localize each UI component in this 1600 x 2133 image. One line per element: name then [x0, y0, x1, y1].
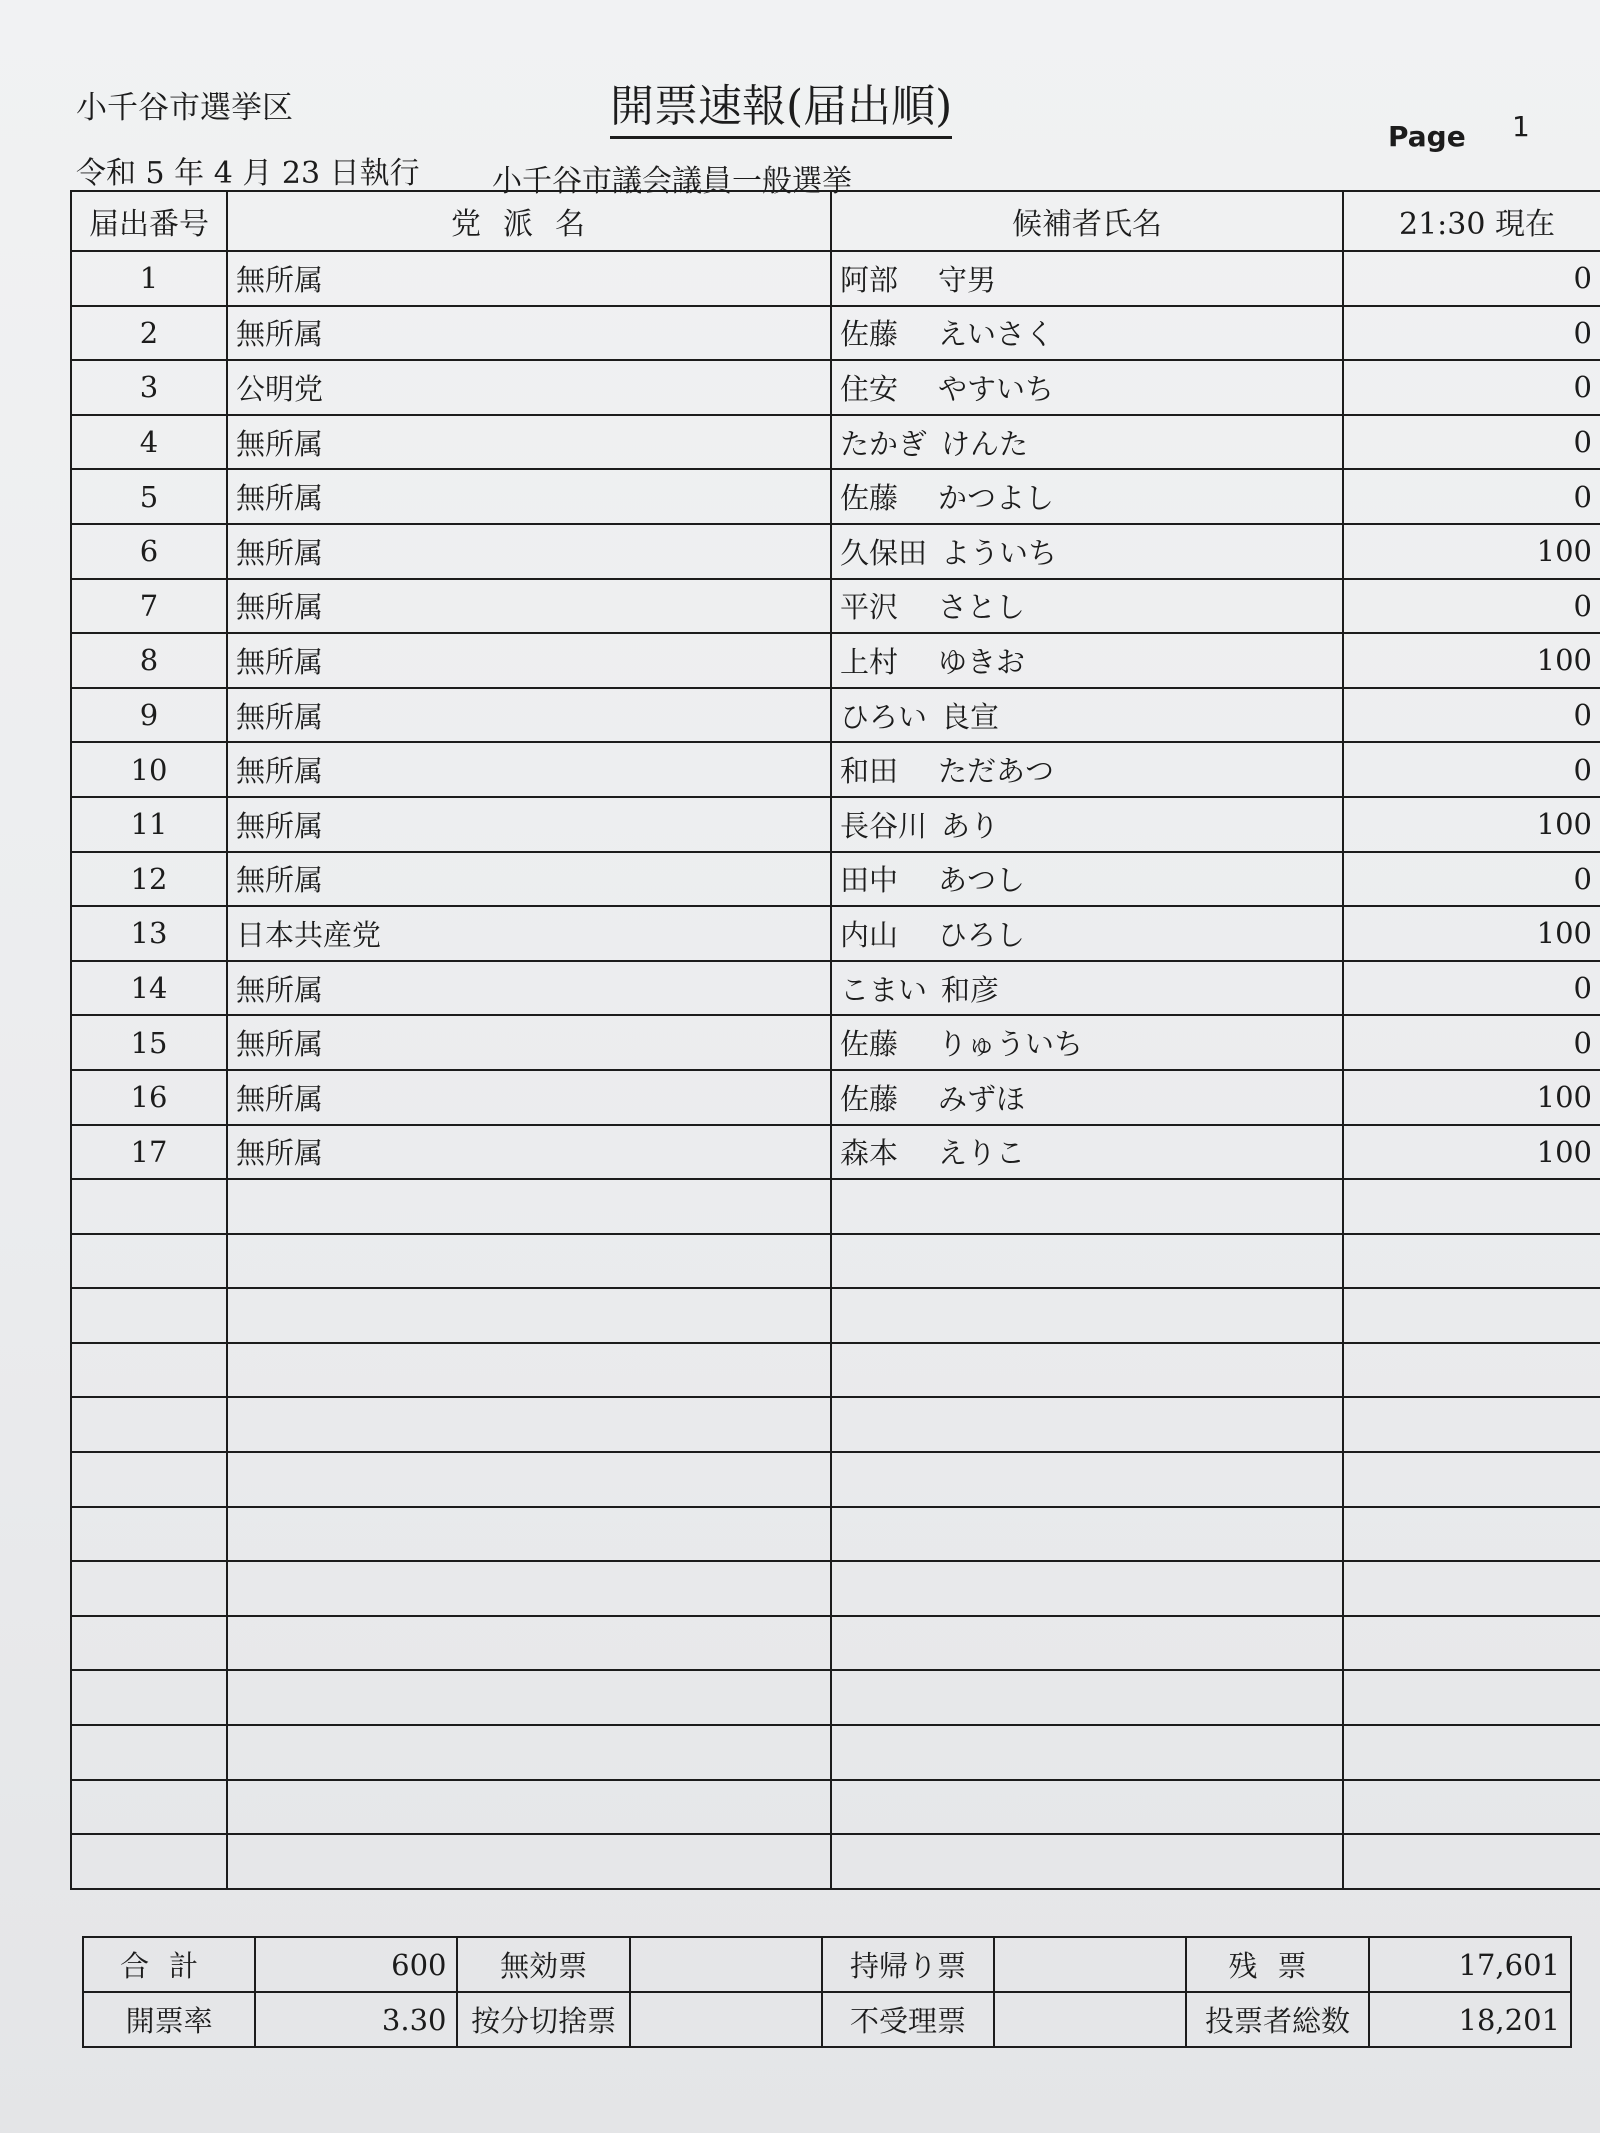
- candidate-votes: 0: [1343, 415, 1600, 470]
- total-value: 600: [255, 1937, 457, 1992]
- candidate-votes: 0: [1343, 251, 1600, 306]
- table-row: [71, 797, 1600, 852]
- empty-row: [71, 1288, 1600, 1343]
- candidate-number: 11: [71, 797, 227, 852]
- summary-table: [82, 1936, 1572, 2048]
- empty-row: [71, 1179, 1600, 1234]
- candidate-number: 8: [71, 633, 227, 688]
- candidate-party: 無所属: [227, 415, 831, 470]
- candidate-name: [831, 797, 1343, 852]
- candidate-party: 無所属: [227, 524, 831, 579]
- candidate-number: 6: [71, 524, 227, 579]
- candidate-name: [831, 961, 1343, 1016]
- total-label: 合計: [83, 1937, 255, 1992]
- empty-row: [71, 1452, 1600, 1507]
- prorated-label: 按分切捨票: [457, 1992, 629, 2047]
- table-row: [71, 961, 1600, 1016]
- empty-cell: [71, 1725, 227, 1780]
- header-number: 届出番号: [71, 191, 227, 251]
- table-row: [71, 1125, 1600, 1180]
- candidate-party: 無所属: [227, 852, 831, 907]
- candidate-given-name: ひろし: [938, 917, 1026, 952]
- page-number: 1: [1512, 110, 1530, 143]
- empty-cell: [227, 1343, 831, 1398]
- empty-cell: [831, 1670, 1343, 1725]
- empty-cell: [71, 1616, 227, 1671]
- empty-cell: [831, 1561, 1343, 1616]
- candidate-votes: 0: [1343, 469, 1600, 524]
- empty-cell: [71, 1397, 227, 1452]
- table-row: [71, 251, 1600, 306]
- empty-cell: [831, 1616, 1343, 1671]
- candidate-surname: ひろい: [840, 699, 928, 734]
- empty-cell: [227, 1397, 831, 1452]
- rejected-label: 不受理票: [822, 1992, 994, 2047]
- candidate-party: 無所属: [227, 579, 831, 634]
- candidate-name: [831, 579, 1343, 634]
- candidate-number: 2: [71, 306, 227, 361]
- empty-row: [71, 1507, 1600, 1562]
- candidate-name: [831, 1125, 1343, 1180]
- candidate-number: 9: [71, 688, 227, 743]
- table-row: [71, 688, 1600, 743]
- empty-cell: [227, 1288, 831, 1343]
- candidate-name: [831, 1070, 1343, 1125]
- empty-cell: [71, 1343, 227, 1398]
- empty-cell: [1343, 1397, 1600, 1452]
- header-time: 21:30 現在: [1343, 191, 1600, 251]
- candidate-number: 14: [71, 961, 227, 1016]
- candidate-surname: 阿部: [840, 262, 899, 297]
- empty-row: [71, 1561, 1600, 1616]
- empty-cell: [831, 1288, 1343, 1343]
- candidate-surname: たかぎ: [840, 426, 928, 461]
- candidate-name: [831, 1015, 1343, 1070]
- empty-cell: [71, 1234, 227, 1289]
- candidate-surname: 平沢: [840, 590, 899, 625]
- empty-row: [71, 1397, 1600, 1452]
- invalid-value: [630, 1937, 822, 1992]
- candidate-surname: 森本: [840, 1136, 899, 1171]
- candidate-votes: 0: [1343, 961, 1600, 1016]
- summary-row-2: [83, 1992, 1571, 2047]
- header-party: 党派名: [227, 191, 831, 251]
- empty-cell: [831, 1507, 1343, 1562]
- candidate-surname: 和田: [840, 754, 899, 789]
- candidate-votes: 100: [1343, 633, 1600, 688]
- candidate-surname: 長谷川: [840, 808, 928, 843]
- candidate-party: 無所属: [227, 469, 831, 524]
- candidate-given-name: けんた: [941, 426, 1029, 461]
- candidate-party: 無所属: [227, 633, 831, 688]
- table-row: [71, 469, 1600, 524]
- candidate-name: [831, 251, 1343, 306]
- empty-cell: [227, 1780, 831, 1835]
- candidate-given-name: かつよし: [938, 481, 1055, 516]
- empty-row: [71, 1670, 1600, 1725]
- empty-cell: [831, 1452, 1343, 1507]
- table-row: [71, 1070, 1600, 1125]
- table-row: [71, 415, 1600, 470]
- voters-value: 18,201: [1369, 1992, 1571, 2047]
- page-label: Page: [1388, 120, 1466, 153]
- candidate-surname: 久保田: [840, 535, 928, 570]
- candidate-number: 5: [71, 469, 227, 524]
- empty-cell: [71, 1179, 227, 1234]
- candidate-party: 無所属: [227, 1070, 831, 1125]
- open-rate-label: 開票率: [83, 1992, 255, 2047]
- empty-cell: [1343, 1780, 1600, 1835]
- empty-cell: [1343, 1234, 1600, 1289]
- empty-cell: [71, 1288, 227, 1343]
- candidate-surname: 佐藤: [840, 1081, 899, 1116]
- table-header-row: [71, 191, 1600, 251]
- empty-row: [71, 1834, 1600, 1889]
- candidate-name: [831, 906, 1343, 961]
- empty-row: [71, 1725, 1600, 1780]
- candidate-given-name: えいさく: [938, 317, 1055, 352]
- candidate-name: [831, 633, 1343, 688]
- open-rate-value: 3.30: [255, 1992, 457, 2047]
- empty-cell: [227, 1725, 831, 1780]
- candidate-votes: 100: [1343, 906, 1600, 961]
- candidate-number: 10: [71, 742, 227, 797]
- candidate-votes: 100: [1343, 1125, 1600, 1180]
- empty-cell: [227, 1452, 831, 1507]
- table-row: [71, 906, 1600, 961]
- election-date: 令和 5 年 4 月 23 日執行: [76, 156, 420, 191]
- candidate-party: 無所属: [227, 251, 831, 306]
- candidate-surname: 上村: [840, 644, 899, 679]
- takehome-label: 持帰り票: [822, 1937, 994, 1992]
- candidate-number: 1: [71, 251, 227, 306]
- candidate-given-name: りゅういち: [938, 1027, 1084, 1062]
- table-row: [71, 633, 1600, 688]
- candidate-surname: 住安: [840, 371, 899, 406]
- candidate-surname: 佐藤: [840, 481, 899, 516]
- candidate-given-name: よういち: [941, 535, 1058, 570]
- candidate-name: [831, 524, 1343, 579]
- candidate-votes: 0: [1343, 360, 1600, 415]
- candidate-given-name: さとし: [938, 590, 1026, 625]
- header-candidate: 候補者氏名: [831, 191, 1343, 251]
- candidate-party: 無所属: [227, 306, 831, 361]
- empty-cell: [1343, 1452, 1600, 1507]
- candidate-given-name: ただあつ: [938, 754, 1055, 789]
- table-row: [71, 524, 1600, 579]
- candidate-name: [831, 469, 1343, 524]
- table-row: [71, 852, 1600, 907]
- empty-cell: [227, 1507, 831, 1562]
- candidate-given-name: みずほ: [938, 1081, 1026, 1116]
- candidate-party: 無所属: [227, 1125, 831, 1180]
- candidate-surname: 佐藤: [840, 1027, 899, 1062]
- candidate-given-name: ゆきお: [938, 644, 1026, 679]
- candidate-name: [831, 415, 1343, 470]
- candidate-name: [831, 742, 1343, 797]
- invalid-label: 無効票: [457, 1937, 629, 1992]
- district-name: 小千谷市選挙区: [76, 90, 293, 126]
- candidate-number: 4: [71, 415, 227, 470]
- table-row: [71, 742, 1600, 797]
- remaining-value: 17,601: [1369, 1937, 1571, 1992]
- table-row: [71, 1015, 1600, 1070]
- candidate-name: [831, 688, 1343, 743]
- takehome-value: [994, 1937, 1186, 1992]
- summary-row-1: [83, 1937, 1571, 1992]
- empty-cell: [1343, 1561, 1600, 1616]
- candidate-number: 16: [71, 1070, 227, 1125]
- empty-cell: [1343, 1507, 1600, 1562]
- table-row: [71, 360, 1600, 415]
- candidate-party: 無所属: [227, 797, 831, 852]
- empty-cell: [227, 1670, 831, 1725]
- empty-cell: [227, 1179, 831, 1234]
- candidate-party: 無所属: [227, 1015, 831, 1070]
- remaining-label: 残票: [1186, 1937, 1368, 1992]
- empty-row: [71, 1343, 1600, 1398]
- candidate-number: 13: [71, 906, 227, 961]
- candidate-given-name: あり: [941, 808, 1000, 843]
- rejected-value: [994, 1992, 1186, 2047]
- empty-cell: [831, 1343, 1343, 1398]
- candidate-votes: 0: [1343, 579, 1600, 634]
- candidate-number: 15: [71, 1015, 227, 1070]
- table-row: [71, 579, 1600, 634]
- empty-cell: [71, 1670, 227, 1725]
- candidate-given-name: 良宣: [941, 699, 1000, 734]
- candidate-given-name: あつし: [938, 863, 1026, 898]
- voters-label: 投票者総数: [1186, 1992, 1368, 2047]
- empty-cell: [1343, 1179, 1600, 1234]
- candidate-number: 3: [71, 360, 227, 415]
- empty-cell: [71, 1780, 227, 1835]
- empty-cell: [227, 1234, 831, 1289]
- candidate-votes: 0: [1343, 742, 1600, 797]
- table-row: [71, 306, 1600, 361]
- empty-row: [71, 1616, 1600, 1671]
- candidate-party: 公明党: [227, 360, 831, 415]
- report-title: 開票速報(届出順): [610, 70, 952, 139]
- candidate-number: 7: [71, 579, 227, 634]
- candidate-given-name: 守男: [938, 262, 997, 297]
- empty-cell: [831, 1179, 1343, 1234]
- empty-cell: [831, 1397, 1343, 1452]
- empty-cell: [71, 1834, 227, 1889]
- empty-cell: [1343, 1288, 1600, 1343]
- candidate-votes: 100: [1343, 524, 1600, 579]
- empty-row: [71, 1234, 1600, 1289]
- empty-cell: [227, 1616, 831, 1671]
- candidate-name: [831, 360, 1343, 415]
- candidate-votes: 100: [1343, 797, 1600, 852]
- candidate-surname: こまい: [840, 972, 928, 1007]
- candidate-votes: 100: [1343, 1070, 1600, 1125]
- candidate-number: 12: [71, 852, 227, 907]
- candidate-surname: 田中: [840, 863, 899, 898]
- empty-cell: [71, 1452, 227, 1507]
- empty-cell: [1343, 1343, 1600, 1398]
- candidate-surname: 内山: [840, 917, 899, 952]
- empty-row: [71, 1780, 1600, 1835]
- empty-cell: [831, 1725, 1343, 1780]
- candidate-given-name: 和彦: [941, 972, 1000, 1007]
- empty-cell: [1343, 1725, 1600, 1780]
- empty-cell: [831, 1780, 1343, 1835]
- results-table: [70, 190, 1600, 1890]
- candidate-given-name: えりこ: [938, 1136, 1026, 1171]
- empty-cell: [831, 1234, 1343, 1289]
- candidate-name: [831, 852, 1343, 907]
- candidate-votes: 0: [1343, 1015, 1600, 1070]
- candidate-given-name: やすいち: [938, 371, 1055, 406]
- candidate-name: [831, 306, 1343, 361]
- candidate-surname: 佐藤: [840, 317, 899, 352]
- candidate-votes: 0: [1343, 306, 1600, 361]
- empty-cell: [71, 1561, 227, 1616]
- prorated-value: [630, 1992, 822, 2047]
- empty-cell: [227, 1561, 831, 1616]
- empty-cell: [1343, 1834, 1600, 1889]
- candidate-party: 無所属: [227, 688, 831, 743]
- candidate-party: 日本共産党: [227, 906, 831, 961]
- empty-cell: [227, 1834, 831, 1889]
- empty-cell: [831, 1834, 1343, 1889]
- candidate-number: 17: [71, 1125, 227, 1180]
- election-name: 小千谷市議会議員一般選挙: [492, 164, 852, 199]
- empty-cell: [1343, 1670, 1600, 1725]
- candidate-votes: 0: [1343, 852, 1600, 907]
- candidate-party: 無所属: [227, 742, 831, 797]
- candidate-votes: 0: [1343, 688, 1600, 743]
- candidate-party: 無所属: [227, 961, 831, 1016]
- empty-cell: [1343, 1616, 1600, 1671]
- empty-cell: [71, 1507, 227, 1562]
